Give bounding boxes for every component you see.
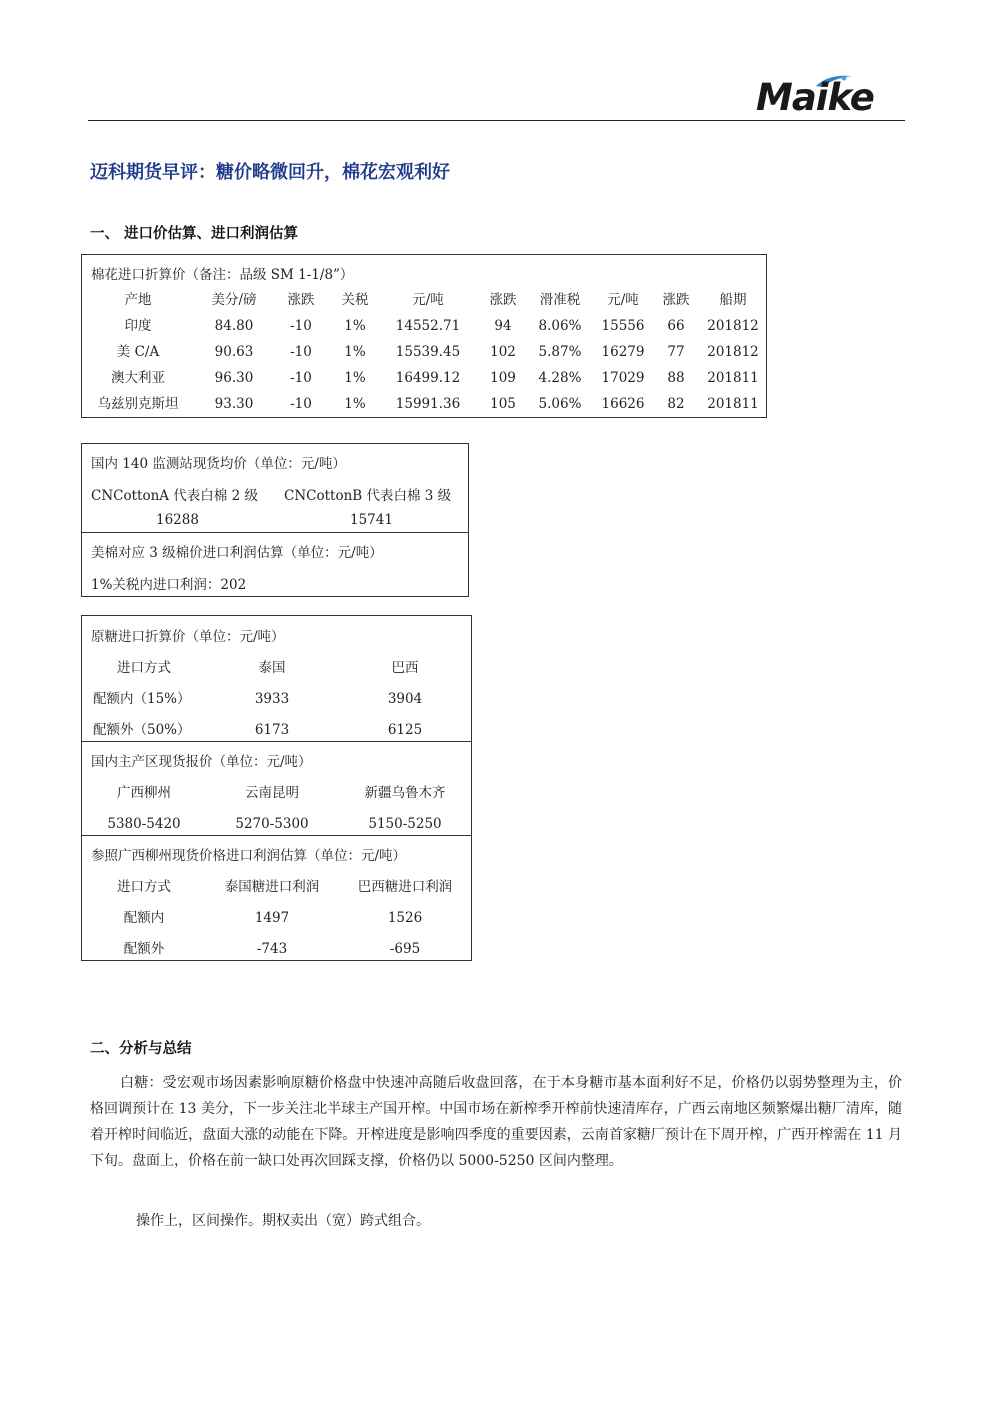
sugar-profit-header: 进口方式 bbox=[117, 879, 171, 895]
cotton-value-cell: 102 bbox=[490, 344, 516, 360]
sugar-import-header: 泰国 bbox=[258, 660, 286, 676]
page-title: 迈科期货早评：糖价略微回升，棉花宏观利好 bbox=[90, 162, 450, 183]
cotton-value-cell: 77 bbox=[667, 344, 685, 360]
cnccotton-a-value: 16288 bbox=[156, 512, 199, 528]
sugar-import-header: 进口方式 bbox=[117, 660, 171, 676]
sugar-spot-price: 5380-5420 bbox=[107, 816, 181, 832]
sugar-profit-value: -695 bbox=[389, 941, 421, 957]
cotton-column-header: 滑准税 bbox=[539, 292, 581, 308]
domestic-cotton-box bbox=[81, 443, 469, 597]
section-heading-1: 一、 进口价估算、进口利润估算 bbox=[90, 226, 299, 242]
cotton-value-cell: 17029 bbox=[601, 370, 645, 386]
cotton-value-cell: 105 bbox=[490, 396, 516, 412]
cotton-value-cell: 14552.71 bbox=[395, 318, 461, 334]
sugar-profit-title: 参照广西柳州现货价格进口利润估算（单位：元/吨） bbox=[91, 848, 407, 864]
cotton-value-cell: 96.30 bbox=[214, 370, 254, 386]
cotton-origin-cell: 澳大利亚 bbox=[111, 370, 165, 386]
sugar-profit-header: 巴西糖进口利润 bbox=[357, 879, 453, 895]
sugar-spot-region: 云南昆明 bbox=[245, 785, 299, 801]
cotton-value-cell: 66 bbox=[667, 318, 685, 334]
cotton-value-cell: 16626 bbox=[601, 396, 645, 412]
sugar-profit-label: 配额内 bbox=[123, 910, 165, 926]
cotton-value-cell: 94 bbox=[494, 318, 512, 334]
cotton-value-cell: 201812 bbox=[707, 318, 759, 334]
cotton-value-cell: 16279 bbox=[601, 344, 645, 360]
cotton-origin-cell: 印度 bbox=[124, 318, 152, 334]
sugar-import-value: 6125 bbox=[387, 722, 423, 738]
cotton-value-cell: -10 bbox=[290, 396, 312, 412]
cotton-value-cell: 4.28% bbox=[538, 370, 582, 386]
cotton-value-cell: 201811 bbox=[707, 396, 759, 412]
sugar-spot-region: 新疆乌鲁木齐 bbox=[364, 785, 446, 801]
us-cotton-profit-title: 美棉对应 3 级棉价进口利润估算（单位：元/吨） bbox=[91, 545, 383, 561]
cotton-value-cell: 8.06% bbox=[538, 318, 582, 334]
cotton-value-cell: 15539.45 bbox=[395, 344, 461, 360]
cotton-value-cell: 90.63 bbox=[214, 344, 254, 360]
sugar-import-label: 配额外（50%） bbox=[93, 722, 191, 738]
sugar-profit-value: 1526 bbox=[387, 910, 423, 926]
sugar-spot-price: 5150-5250 bbox=[368, 816, 442, 832]
sugar-box bbox=[81, 615, 472, 961]
cotton-value-cell: -10 bbox=[290, 344, 312, 360]
sugar-spot-price: 5270-5300 bbox=[235, 816, 309, 832]
sugar-import-label: 配额内（15%） bbox=[93, 691, 191, 707]
cotton-value-cell: 1% bbox=[344, 344, 366, 360]
cotton-import-table bbox=[81, 254, 767, 418]
cotton-value-cell: 109 bbox=[490, 370, 516, 386]
sugar-import-value: 3933 bbox=[254, 691, 290, 707]
cotton-value-cell: 88 bbox=[667, 370, 685, 386]
cotton-column-header: 涨跌 bbox=[287, 292, 315, 308]
sugar-import-title: 原糖进口折算价（单位：元/吨） bbox=[91, 629, 285, 645]
logo-text: Maike bbox=[756, 76, 874, 119]
cotton-column-header: 元/吨 bbox=[607, 292, 639, 308]
sugar-profit-value: 1497 bbox=[254, 910, 290, 926]
row-divider bbox=[82, 835, 471, 836]
sugar-profit-value: -743 bbox=[256, 941, 288, 957]
cotton-value-cell: 201812 bbox=[707, 344, 759, 360]
cotton-column-header: 元/吨 bbox=[412, 292, 444, 308]
cnccotton-b-label: CNCottonB 代表白棉 3 级 bbox=[284, 488, 452, 504]
cotton-value-cell: -10 bbox=[290, 318, 312, 334]
cotton-origin-cell: 美 C/A bbox=[116, 344, 160, 360]
cotton-value-cell: 93.30 bbox=[214, 396, 254, 412]
cotton-column-header: 关税 bbox=[341, 292, 369, 308]
analysis-paragraph: 白糖：受宏观市场因素影响原糖价格盘中快速冲高随后收盘回落，在于本身糖市基本面利好不足，价格仍以弱势整理为主，价格回调预计在 13 美分，下一步关注北半球主产国开榨。中国市场在新榨季开榨前快速清库存，广西云南地区频繁爆出糖厂清库，随着开榨时间临近，盘面大涨的动能在下降。开榨进度是影响四季度的重要因素，云南首家糖厂预计在下周开榨，广西开榨需在 11 月下旬。盘面上，价格在前一缺口处再次回踩支撑，价格仍以 5000-5250 区间内整理。 bbox=[90, 1075, 902, 1169]
cotton-value-cell: 16499.12 bbox=[395, 370, 461, 386]
company-logo bbox=[756, 72, 892, 118]
cotton-value-cell: 1% bbox=[344, 318, 366, 334]
domestic-cotton-title: 国内 140 监测站现货均价（单位：元/吨） bbox=[91, 456, 346, 472]
cotton-value-cell: -10 bbox=[290, 370, 312, 386]
cotton-value-cell: 82 bbox=[667, 396, 685, 412]
cotton-value-cell: 1% bbox=[344, 396, 366, 412]
cotton-value-cell: 5.06% bbox=[538, 396, 582, 412]
cotton-value-cell: 201811 bbox=[707, 370, 759, 386]
cnccotton-b-value: 15741 bbox=[350, 512, 393, 528]
sugar-import-value: 3904 bbox=[387, 691, 423, 707]
cotton-column-header: 涨跌 bbox=[662, 292, 690, 308]
cotton-column-header: 美分/磅 bbox=[211, 292, 257, 308]
cotton-origin-cell: 乌兹别克斯坦 bbox=[97, 396, 179, 412]
cotton-column-header: 涨跌 bbox=[489, 292, 517, 308]
header-divider bbox=[88, 120, 905, 121]
row-divider bbox=[82, 532, 468, 533]
sugar-import-header: 巴西 bbox=[391, 660, 419, 676]
row-divider bbox=[82, 741, 471, 742]
sugar-profit-label: 配额外 bbox=[123, 941, 165, 957]
cotton-value-cell: 15556 bbox=[601, 318, 645, 334]
sugar-profit-header: 泰国糖进口利润 bbox=[224, 879, 320, 895]
cotton-value-cell: 5.87% bbox=[538, 344, 582, 360]
cnccotton-a-label: CNCottonA 代表白棉 2 级 bbox=[91, 488, 258, 504]
operation-paragraph: 操作上，区间操作。期权卖出（宽）跨式组合。 bbox=[136, 1213, 430, 1229]
section-heading-2: 二、分析与总结 bbox=[90, 1041, 192, 1057]
us-cotton-profit-line: 1%关税内进口利润：202 bbox=[91, 577, 247, 593]
cotton-value-cell: 84.80 bbox=[214, 318, 254, 334]
sugar-spot-region: 广西柳州 bbox=[117, 785, 171, 801]
sugar-import-value: 6173 bbox=[254, 722, 290, 738]
cotton-import-title: 棉花进口折算价（备注：品级 SM 1-1/8”） bbox=[91, 267, 354, 283]
cotton-column-header: 产地 bbox=[124, 292, 152, 308]
cotton-value-cell: 1% bbox=[344, 370, 366, 386]
sugar-spot-title: 国内主产区现货报价（单位：元/吨） bbox=[91, 754, 312, 770]
cotton-value-cell: 15991.36 bbox=[395, 396, 461, 412]
cotton-column-header: 船期 bbox=[719, 292, 747, 308]
